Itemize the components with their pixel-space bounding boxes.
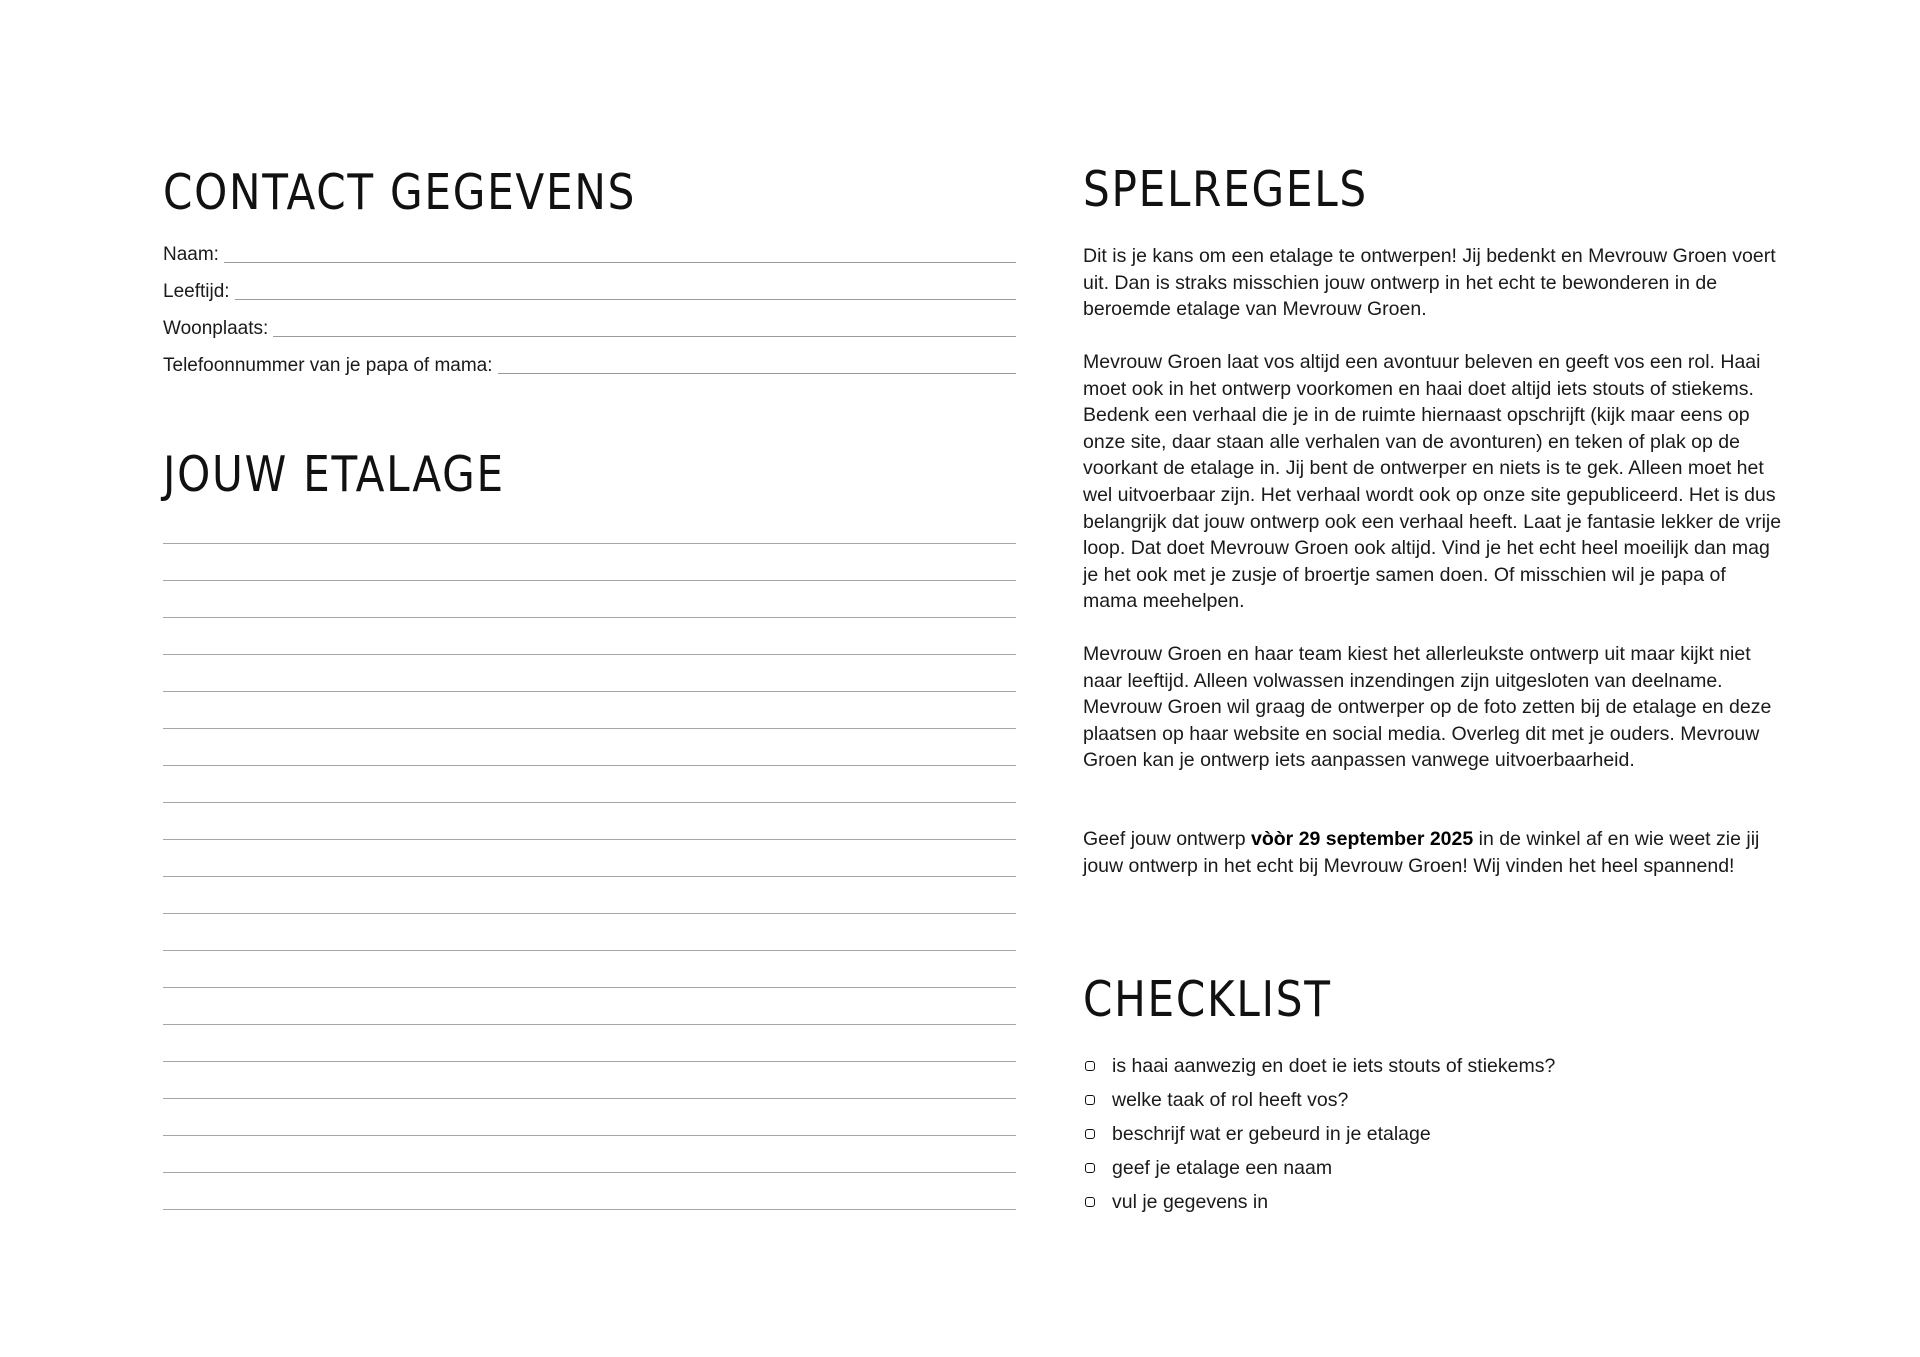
- deadline-date: vòòr 29 september 2025: [1251, 828, 1474, 850]
- checklist-item[interactable]: [1083, 1053, 1555, 1079]
- deadline-intro: Geef jouw ontwerp: [1083, 828, 1252, 850]
- city-label: Woonplaats:: [163, 318, 269, 339]
- writing-line[interactable]: [163, 1098, 1016, 1099]
- checklist-item-text: geef je etalage een naam: [1112, 1157, 1333, 1179]
- writing-line[interactable]: [163, 543, 1016, 544]
- checkbox-icon[interactable]: [1085, 1061, 1095, 1071]
- rules-paragraph-3: Mevrouw Groen en haar team kiest het allerleukste ontwerp uit maar kijkt niet naar leeftijd. Alleen volwassen inzendingen zijn uitgesloten van deelname. Mevrouw Groen wil graag de ontwerper op de foto zetten bij de etalage en deze plaatsen op haar website en social media. Overleg dit met je ouders. Mevrouw Groen kan je ontwerp iets aanpassen vanwege uitvoerbaarheid.: [1083, 643, 1772, 772]
- writing-line[interactable]: [163, 728, 1016, 729]
- checklist-item[interactable]: [1083, 1155, 1332, 1181]
- checklist-item-text: is haai aanwezig en doet ie iets stouts of stiekems?: [1112, 1055, 1556, 1077]
- checkbox-icon[interactable]: [1085, 1163, 1095, 1173]
- writing-line[interactable]: [163, 765, 1016, 766]
- writing-line[interactable]: [163, 580, 1016, 581]
- spelregels-heading: SPELREGELS: [1083, 161, 1368, 218]
- checklist-item[interactable]: [1083, 1087, 1348, 1113]
- phone-line[interactable]: [498, 373, 1016, 374]
- checklist-item-text: vul je gegevens in: [1112, 1191, 1269, 1213]
- writing-line[interactable]: [163, 987, 1016, 988]
- writing-line[interactable]: [163, 1061, 1016, 1062]
- checklist-item[interactable]: [1083, 1121, 1431, 1147]
- deadline-outro: in de winkel af en wie weet zie jij jouw ontwerp in het echt bij Mevrouw Groen! Wij vinden het heel spannend!: [1083, 828, 1760, 877]
- checkbox-icon[interactable]: [1085, 1095, 1095, 1105]
- writing-line[interactable]: [163, 691, 1016, 692]
- checklist-item-text: beschrijf wat er gebeurd in je etalage: [1112, 1123, 1431, 1145]
- writing-line[interactable]: [163, 1135, 1016, 1136]
- writing-line[interactable]: [163, 1172, 1016, 1173]
- age-label: Leeftijd:: [163, 281, 230, 302]
- phone-label: Telefoonnummer van je papa of mama:: [163, 355, 493, 376]
- city-line[interactable]: [273, 336, 1016, 337]
- rules-paragraph-4: [1083, 826, 1783, 879]
- checkbox-icon[interactable]: [1085, 1197, 1095, 1207]
- name-field[interactable]: [163, 240, 1016, 266]
- checklist-item[interactable]: [1083, 1189, 1268, 1215]
- writing-line[interactable]: [163, 950, 1016, 951]
- phone-field[interactable]: [163, 351, 1016, 377]
- checklist-item-text: welke taak of rol heeft vos?: [1112, 1089, 1349, 1111]
- writing-line[interactable]: [163, 1024, 1016, 1025]
- writing-line[interactable]: [163, 654, 1016, 655]
- writing-line[interactable]: [163, 839, 1016, 840]
- writing-line[interactable]: [163, 802, 1016, 803]
- age-line[interactable]: [235, 299, 1016, 300]
- name-line[interactable]: [224, 262, 1016, 263]
- writing-line[interactable]: [163, 1209, 1016, 1210]
- rules-paragraph-1: Dit is je kans om een etalage te ontwerpen! Jij bedenkt en Mevrouw Groen voert uit. Dan is straks misschien jouw ontwerp in het echt te bewonderen in de beroemde etalage van Mevrouw Groen.: [1083, 245, 1776, 321]
- etalage-heading: JOUW ETALAGE: [163, 446, 505, 503]
- writing-line[interactable]: [163, 876, 1016, 877]
- city-field[interactable]: [163, 314, 1016, 340]
- checkbox-icon[interactable]: [1085, 1129, 1095, 1139]
- checklist-heading: CHECKLIST: [1083, 971, 1332, 1028]
- contact-heading: CONTACT GEGEVENS: [163, 164, 637, 221]
- writing-line[interactable]: [163, 617, 1016, 618]
- name-label: Naam:: [163, 244, 219, 265]
- rules-paragraph-2: Mevrouw Groen laat vos altijd een avontuur beleven en geeft vos een rol. Haai moet ook in het ontwerp voorkomen en haai doet altijd iets stouts of stiekems. Bedenk een verhaal die je in de ruimte hiernaast opschrijft (kijk maar eens op onze site, daar staan alle verhalen van de avonturen) en teken of plak op de voorkant de etalage in. Jij bent de ontwerper en niets is te gek. Alleen moet het wel uitvoerbaar zijn. Het verhaal wordt ook op onze site gepubliceerd. Het is dus belangrijk dat jouw ontwerp ook een verhaal heeft. Laat je fantasie lekker de vrije loop. Dat doet Mevrouw Groen ook altijd. Vind je het echt heel moeilijk dan mag je het ook met je zusje of broertje samen doen. Of misschien wil je papa of mama meehelpen.: [1083, 351, 1782, 613]
- writing-line[interactable]: [163, 913, 1016, 914]
- age-field[interactable]: [163, 277, 1016, 303]
